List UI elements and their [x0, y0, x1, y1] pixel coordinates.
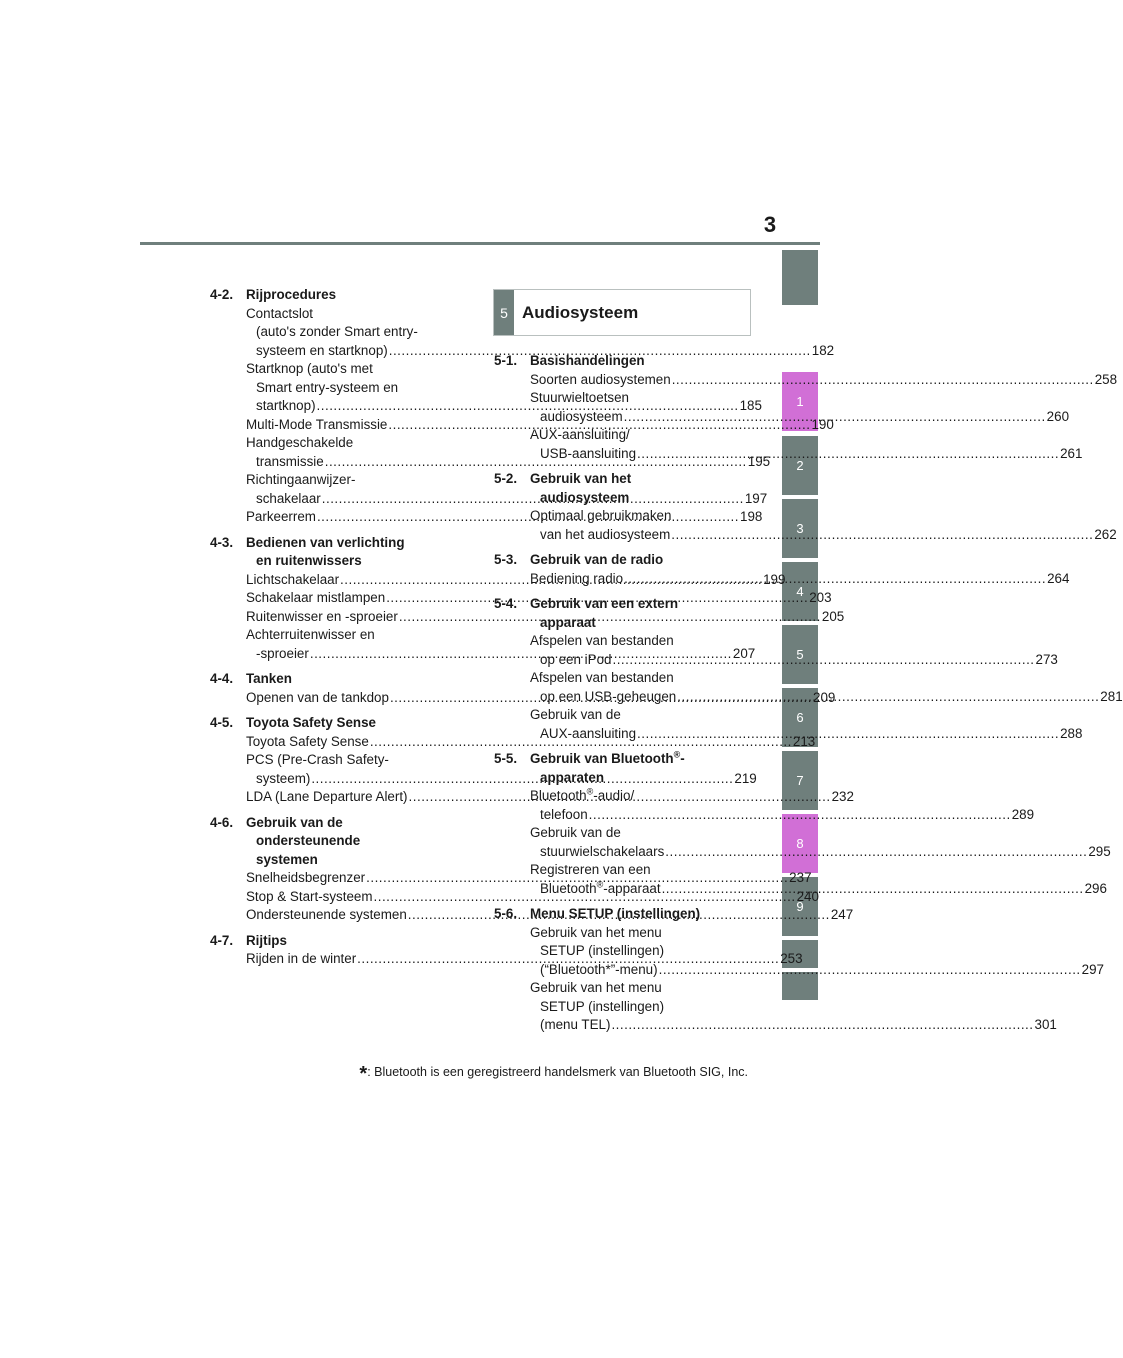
dot-leader: [671, 527, 1093, 542]
section-number: 4-6.: [210, 814, 234, 830]
section-heading: [210, 932, 458, 951]
entry-text: Soorten audiosystemen: [530, 371, 671, 387]
entry-text: Registreren van een: [530, 862, 651, 877]
section-heading: [494, 352, 742, 371]
entry-text: USB-aansluiting: [540, 445, 637, 461]
entry-text: Startknop (auto's met: [246, 361, 373, 376]
entry-text: Rijden in de winter: [246, 951, 357, 966]
section-title: Gebruik van het audiosysteem: [530, 471, 632, 505]
page-ref: 213: [792, 733, 816, 749]
section-title: Bedienen van verlichting en ruitenwissers: [246, 534, 405, 568]
footnote-marker: *: [359, 1063, 368, 1085]
section-heading: [210, 814, 458, 870]
page-ref: 190: [811, 416, 834, 432]
section-number: 4-3.: [210, 534, 234, 550]
dot-leader: [624, 409, 1046, 424]
section-number: 5-1.: [494, 353, 518, 368]
entry-text: Ondersteunende systemen: [246, 907, 407, 922]
chapter-tab-8[interactable]: 8: [782, 814, 818, 873]
entry-text: systeem): [256, 770, 311, 786]
entry-text: transmissie: [256, 453, 324, 469]
dot-leader: [672, 372, 1094, 387]
section-number: 4-2.: [210, 287, 234, 302]
page-ref: 260: [1046, 408, 1070, 424]
entry-text: Achterruitenwisser en: [246, 627, 375, 642]
entry-text: Bediening radio: [530, 570, 624, 586]
entry-text: Lichtschakelaar: [246, 571, 340, 587]
entry-text: Parkeerrem: [246, 509, 316, 524]
section-number: 5-2.: [494, 471, 518, 486]
entry-text: (auto's zonder Smart entry-: [256, 324, 418, 339]
page-ref: 261: [1060, 445, 1083, 461]
entry-text: Schakelaar mistlampen: [246, 590, 386, 605]
dot-leader: [665, 844, 1087, 859]
footnote-text: : Bluetooth is een geregistreerd handelsmerk van Bluetooth SIG, Inc.: [367, 1065, 748, 1079]
entry-text: Stuurwieltoetsen: [530, 390, 629, 405]
chapter-tab-blank[interactable]: [782, 250, 818, 305]
page-ref: 253: [780, 951, 803, 966]
section-title: Toyota Safety Sense: [246, 715, 376, 730]
entry-text: SETUP (instellingen): [540, 998, 665, 1014]
dot-leader: [677, 689, 1099, 704]
section-heading: [494, 595, 742, 632]
page-ref: 207: [732, 645, 756, 661]
toc-entry[interactable]: [530, 824, 1111, 861]
section-number: 4-7.: [210, 932, 234, 948]
page-ref: 301: [1034, 1017, 1057, 1032]
entry-text: Gebruik van de: [530, 707, 621, 722]
page-ref: 209: [813, 689, 836, 705]
toc-entry[interactable]: [530, 371, 1118, 390]
chapter-tab-5[interactable]: 5: [782, 625, 818, 684]
section-heading: [210, 670, 458, 689]
entry-text: Smart entry-systeem en: [256, 379, 399, 395]
chapter-tab-9[interactable]: 9: [782, 877, 818, 936]
dot-leader: [589, 807, 1011, 822]
entry-text: LDA (Lane Departure Alert): [246, 789, 408, 804]
dot-leader: [659, 962, 1081, 977]
page-ref: 219: [734, 770, 757, 786]
entry-text: op een iPod: [540, 651, 612, 667]
entry-text: Gebruik van de: [530, 825, 621, 840]
chapter-title: Audiosysteem: [522, 302, 639, 322]
section-heading: [210, 534, 458, 571]
chapter-tab-1[interactable]: 1: [782, 372, 818, 431]
entry-text: audiosysteem: [540, 408, 623, 424]
section-title: Rijprocedures: [246, 287, 337, 302]
entry-text: Bluetooth®-audio/: [530, 786, 635, 803]
section-title: Menu SETUP (instellingen): [530, 906, 701, 921]
page-ref: 258: [1094, 371, 1118, 387]
section-heading: [494, 470, 742, 507]
section-title: Basishandelingen: [530, 353, 645, 368]
page-ref: 289: [1011, 806, 1035, 822]
footnote: [359, 1063, 748, 1086]
page-ref: 197: [744, 490, 768, 506]
page-ref: 240: [796, 888, 819, 904]
section-number: 5-5.: [494, 751, 518, 766]
section-title: Gebruik van Bluetooth®- apparaten: [530, 749, 685, 785]
section-heading: [210, 286, 458, 305]
entry-text: startknop): [256, 398, 316, 413]
page-ref: 288: [1060, 725, 1083, 741]
page-ref: 205: [821, 608, 845, 624]
toc-entry[interactable]: [530, 979, 1057, 1035]
page-ref: 262: [1094, 526, 1117, 542]
chapter-number: 5: [494, 290, 514, 335]
page-ref: 297: [1081, 961, 1104, 977]
entry-text: (menu TEL): [540, 1017, 611, 1032]
chapter-tab-4[interactable]: 4: [782, 562, 818, 621]
chapter-tab-3[interactable]: 3: [782, 499, 818, 558]
entry-text: SETUP (instellingen): [540, 943, 665, 958]
section-number: 4-4.: [210, 671, 234, 686]
section-number: 4-5.: [210, 715, 234, 730]
page-number: 3: [763, 212, 777, 237]
entry-text: telefoon: [540, 806, 588, 822]
entry-text: Bluetooth®-apparaat: [540, 879, 661, 896]
entry-text: Ruitenwisser en -sproeier: [246, 608, 398, 624]
entry-text: op een USB-geheugen: [540, 688, 677, 704]
entry-text: Openen van de tankdop: [246, 689, 389, 705]
toc-entry[interactable]: [246, 888, 819, 907]
page-ref: 182: [811, 342, 835, 358]
entry-text: Afspelen van bestanden: [530, 633, 674, 648]
section-heading: [494, 551, 742, 570]
entry-text: Afspelen van bestanden: [530, 670, 674, 685]
section-heading: [494, 750, 742, 787]
section-title: Gebruik van de radio: [530, 552, 664, 567]
entry-text: -sproeier: [256, 645, 309, 661]
entry-text: systeem en startknop): [256, 342, 388, 358]
page-ref: 296: [1084, 880, 1107, 896]
page-ref: 195: [747, 453, 771, 469]
page-ref: 281: [1100, 688, 1123, 704]
section-number: 5-6.: [494, 906, 518, 921]
entry-text: van het audiosysteem: [540, 526, 671, 542]
page-ref: 185: [739, 398, 762, 413]
page-ref: 203: [809, 590, 832, 605]
entry-text: stuurwielschakelaars: [540, 843, 665, 859]
dot-leader: [624, 571, 1046, 586]
entry-text: Snelheidsbegrenzer: [246, 870, 366, 885]
header-rule: [140, 242, 820, 245]
entry-text: Gebruik van het menu: [530, 924, 662, 940]
dot-leader: [637, 726, 1059, 741]
page-ref: 237: [789, 870, 812, 885]
dot-leader: [662, 881, 1084, 896]
page-ref: 198: [740, 509, 763, 524]
page-ref: 232: [831, 789, 854, 804]
entry-text: Optimaal gebruikmaken: [530, 508, 672, 523]
section-title: Tanken: [246, 671, 292, 686]
page-ref: 247: [830, 907, 854, 922]
dot-leader: [637, 446, 1059, 461]
entry-text: Stop & Start-systeem: [246, 888, 373, 904]
entry-text: Multi-Mode Transmissie: [246, 416, 388, 432]
page-ref: 295: [1088, 843, 1111, 859]
page-ref: 199: [763, 571, 786, 587]
entry-text: PCS (Pre-Crash Safety-: [246, 752, 389, 767]
dot-leader: [612, 652, 1034, 667]
section-title: Gebruik van een extern apparaat: [530, 596, 679, 630]
entry-text: AUX-aansluiting/: [530, 427, 630, 442]
entry-text: Contactslot: [246, 305, 313, 321]
chapter-tab-6[interactable]: 6: [782, 688, 818, 747]
chapter-tab-7[interactable]: 7: [782, 751, 818, 810]
section-title: Gebruik van de ondersteunende systemen: [246, 814, 361, 867]
entry-text: (“Bluetooth*”-menu): [540, 961, 658, 977]
entry-text: Toyota Safety Sense: [246, 733, 369, 749]
page-ref: 273: [1035, 651, 1058, 667]
entry-text: Gebruik van het menu: [530, 980, 662, 995]
section-number: 5-3.: [494, 552, 518, 567]
chapter-heading-box: [493, 289, 751, 336]
section-number: 5-4.: [494, 596, 518, 611]
entry-text: Handgeschakelde: [246, 435, 354, 450]
section-heading: [494, 905, 742, 924]
entry-text: AUX-aansluiting: [540, 725, 637, 741]
section-heading: [210, 714, 458, 733]
page-ref: 264: [1047, 570, 1070, 586]
dot-leader: [611, 1017, 1033, 1032]
entry-text: Richtingaanwijzer-: [246, 472, 356, 487]
entry-text: schakelaar: [256, 490, 321, 506]
chapter-tab-2[interactable]: 2: [782, 436, 818, 495]
section-title: Rijtips: [246, 932, 287, 948]
